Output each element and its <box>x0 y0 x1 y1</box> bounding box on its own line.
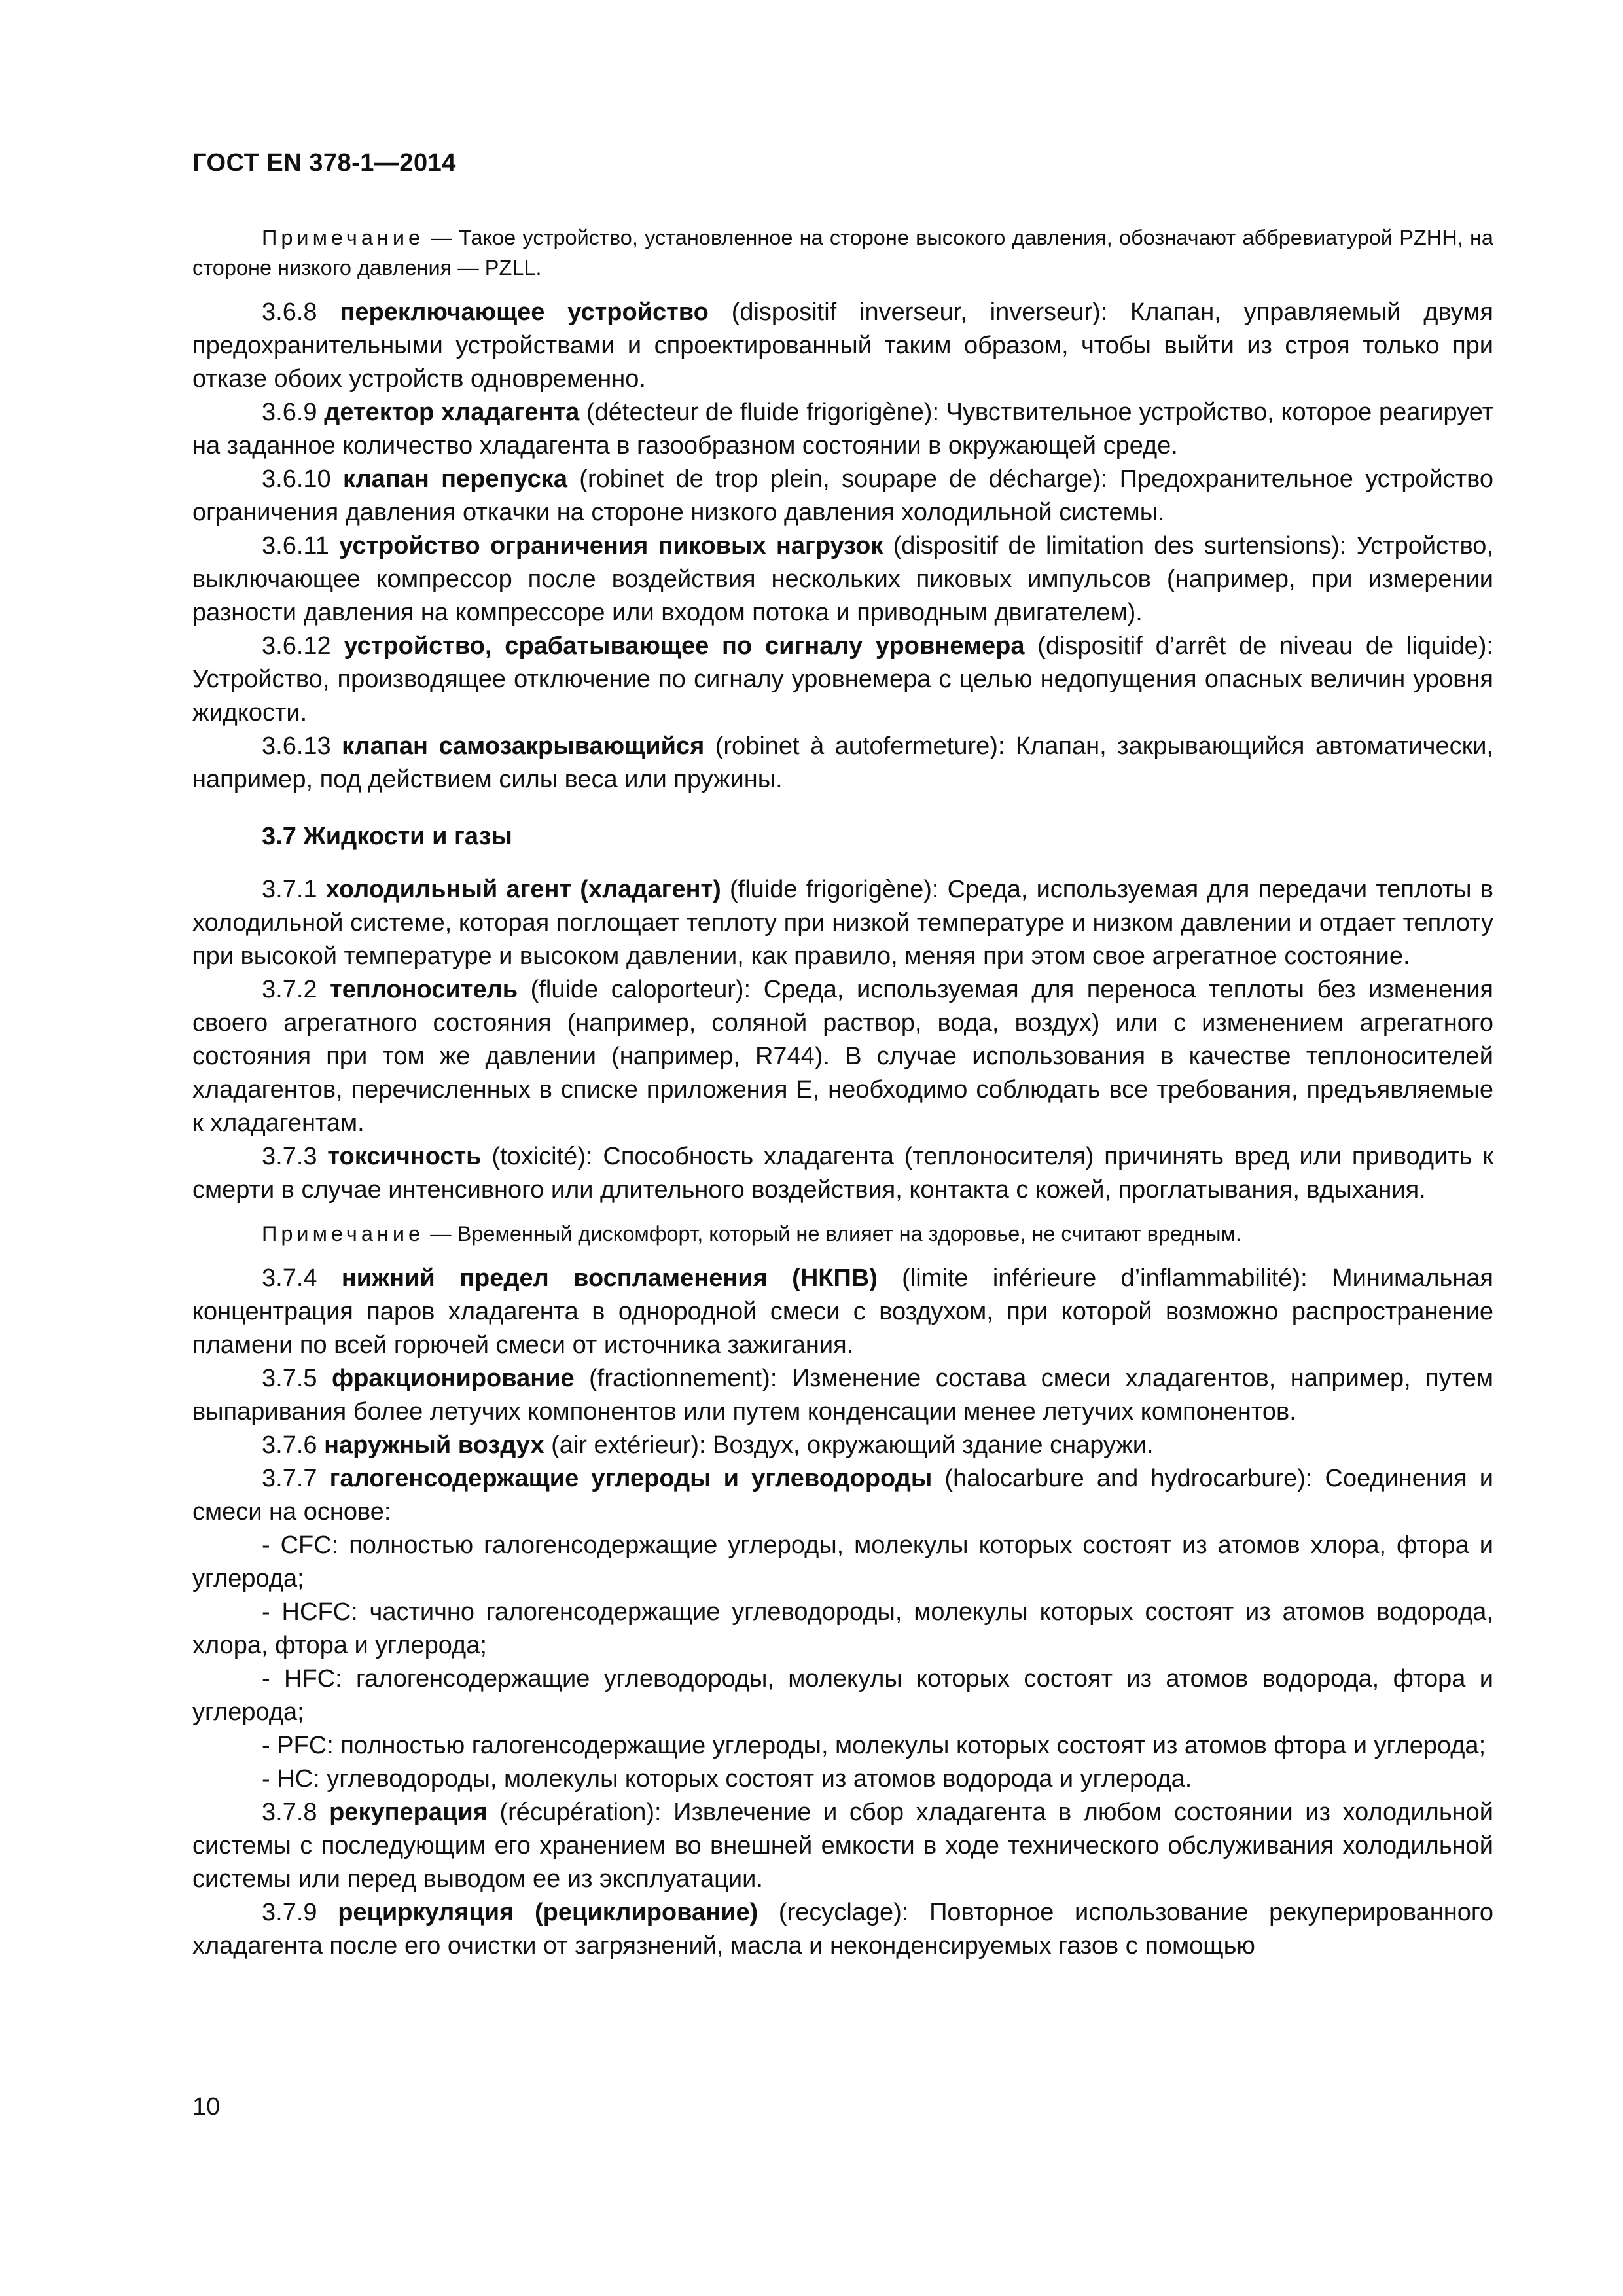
term-definition: (halocarbure and hydrocarbure): Соединения и смеси на основе: <box>192 1465 1494 1526</box>
term-name: галогенсодержащие углероды и углеводороды <box>329 1465 933 1492</box>
page-number: 10 <box>192 2093 221 2121</box>
term-definition: (robinet de trop plein, soupape de décharge): Предохранительное устройство ограничения давления откачки на стороне низкого давления холодильной системы. <box>192 465 1493 526</box>
term-number: 3.6.9 <box>262 399 325 426</box>
term-number: 3.6.11 <box>262 532 340 560</box>
term-name: рекуперация <box>329 1799 488 1826</box>
term-number: 3.7.1 <box>262 876 326 903</box>
term-definition: (dispositif d’arrêt de niveau de liquide): Устройство, производящее отключение по сигналу уровнемера с целью недопущения опасных величин уровня жидкости. <box>192 632 1493 726</box>
term-definition: (récupération): Извлечение и сбор хладагента в любом состоянии из холодильной системы с последующим его хранением во внешней емкости в ходе технического обслуживания холодильной системы или перед выводом ее из эксплуатации. <box>192 1799 1493 1893</box>
term-definition: (toxicité): Способность хладагента (теплоносителя) причинять вред или приводить к смерти в случае интенсивного или длительного воздействия, контакта с кожей, проглатывания, вдыхания. <box>192 1143 1494 1204</box>
section-heading-3-7: 3.7 Жидкости и газы <box>262 823 512 850</box>
term-3-7-6 <box>192 1429 1493 1462</box>
list-item-pfc: - PFC: полностью галогенсодержащие углероды, молекулы которых состоят из атомов фтора и углерода; <box>262 1732 1486 1759</box>
list-item-hcfc: - HCFC: частично галогенсодержащие углеводороды, молекулы которых состоят из атомов водорода, хлора, фтора и углерода; <box>192 1598 1493 1659</box>
term-number: 3.7.7 <box>262 1465 330 1492</box>
term-name: нижний предел воспламенения (НКПВ) <box>341 1265 878 1292</box>
term-number: 3.7.4 <box>262 1265 342 1292</box>
term-name: наружный воздух <box>324 1431 544 1459</box>
term-3-6-10 <box>192 463 1493 529</box>
term-3-6-11 <box>192 529 1493 630</box>
term-3-6-8 <box>192 296 1493 396</box>
list-item-hfc: - HFC: галогенсодержащие углеводороды, молекулы которых состоят из атомов водорода, фтора и углерода; <box>192 1665 1493 1726</box>
term-number: 3.6.10 <box>262 465 343 493</box>
term-name: холодильный агент (хладагент) <box>325 876 721 903</box>
note-pzhh <box>192 223 1493 283</box>
term-name: рециркуляция (рециклирование) <box>338 1899 758 1926</box>
term-3-7-3 <box>192 1140 1493 1207</box>
note-text: — Такое устройство, установленное на стороне высокого давления, обозначают аббревиатурой PZHH, на стороне низкого давления — PZLL. <box>192 226 1493 279</box>
term-number: 3.7.3 <box>262 1143 328 1170</box>
note-label: Примечание <box>262 226 425 249</box>
term-name: устройство, срабатывающее по сигналу уровнемера <box>344 632 1025 660</box>
document-header: ГОСТ EN 378-1—2014 <box>192 149 456 177</box>
term-3-7-1 <box>192 873 1493 973</box>
term-definition: (détecteur de fluide frigorigène): Чувствительное устройство, которое реагирует на заданное количество хладагента в газообразном состоянии в окружающей среде. <box>192 399 1493 459</box>
term-name: клапан самозакрывающийся <box>342 732 705 760</box>
term-definition: (dispositif de limitation des surtensions): Устройство, выключающее компрессор после воздействия нескольких пиковых импульсов (например, при измерении разности давления на компрессоре или входом потока и приводным двигателем). <box>192 532 1494 626</box>
term-3-7-9 <box>192 1896 1493 1963</box>
list-item-cfc: - CFC: полностью галогенсодержащие углероды, молекулы которых состоят из атомов хлора, фтора и углерода; <box>192 1532 1493 1592</box>
term-definition: (fractionnement): Изменение состава смеси хладагентов, например, путем выпаривания более летучих компонентов или путем конденсации менее летучих компонентов. <box>192 1365 1493 1426</box>
term-definition: (limite inférieure d’inflammabilité): Минимальная концентрация паров хладагента в однородной смеси с воздухом, при которой возможно распространение пламени по всей горючей смеси от источника зажигания. <box>192 1265 1493 1359</box>
term-number: 3.6.12 <box>262 632 344 660</box>
document-body <box>192 223 1493 1963</box>
term-number: 3.7.9 <box>262 1899 338 1926</box>
term-name: фракционирование <box>331 1365 575 1392</box>
term-definition: (fluide caloporteur): Среда, используемая для переноса теплоты без изменения своего агрегатного состояния (например, соляной раствор, вода, воздух) или с изменением агрегатного состояния при том же давлении (например, R744). В случае использования в качестве теплоносителей хладагентов, перечисленных в списке приложения E, необходимо соблюдать все требования, предъявляемые к хладагентам. <box>192 976 1493 1137</box>
term-3-6-12 <box>192 630 1493 730</box>
term-definition: (recyclage): Повторное использование рекуперированного хладагента после его очистки от загрязнений, масла и неконденсируемых газов с помощью <box>192 1899 1493 1960</box>
term-3-7-7 <box>192 1462 1493 1529</box>
term-number: 3.6.8 <box>262 298 340 326</box>
term-3-6-13 <box>192 730 1493 797</box>
term-number: 3.7.5 <box>262 1365 332 1392</box>
term-number: 3.7.2 <box>262 976 330 1003</box>
term-3-7-2 <box>192 973 1493 1140</box>
term-number: 3.7.8 <box>262 1799 330 1826</box>
term-name: детектор хладагента <box>324 399 580 426</box>
term-definition: (air extérieur): Воздух, окружающий здание снаружи. <box>544 1431 1154 1459</box>
term-name: переключающее устройство <box>340 298 709 326</box>
term-name: токсичность <box>327 1143 482 1170</box>
list-item-hc: - HC: углеводороды, молекулы которых состоят из атомов водорода и углерода. <box>262 1765 1192 1793</box>
term-name: устройство ограничения пиковых нагрузок <box>339 532 883 560</box>
note-toxicity <box>192 1219 1493 1249</box>
term-3-6-9 <box>192 396 1493 463</box>
term-definition: (fluide frigorigène): Среда, используемая для передачи теплоты в холодильной системе, которая поглощает теплоту при низкой температуре и низком давлении и отдает теплоту при высокой температуре и высоком давлении, как правило, меняя при этом свое агрегатное состояние. <box>192 876 1493 970</box>
note-label: Примечание <box>262 1222 425 1246</box>
note-text: — Временный дискомфорт, который не влияет на здоровье, не считают вредным. <box>424 1222 1241 1246</box>
term-3-7-4 <box>192 1262 1493 1362</box>
term-name: теплоноситель <box>330 976 518 1003</box>
term-definition: (dispositif inverseur, inverseur): Клапан, управляемый двумя предохранительными устройствами и спроектированный таким образом, чтобы выйти из строя только при отказе обоих устройств одновременно. <box>192 298 1493 393</box>
term-definition: (robinet à autofermeture): Клапан, закрывающийся автоматически, например, под действием силы веса или пружины. <box>192 732 1493 793</box>
term-3-7-8 <box>192 1796 1493 1896</box>
term-name: клапан перепуска <box>342 465 567 493</box>
term-number: 3.7.6 <box>262 1431 325 1459</box>
term-3-7-5 <box>192 1362 1493 1429</box>
term-number: 3.6.13 <box>262 732 342 760</box>
